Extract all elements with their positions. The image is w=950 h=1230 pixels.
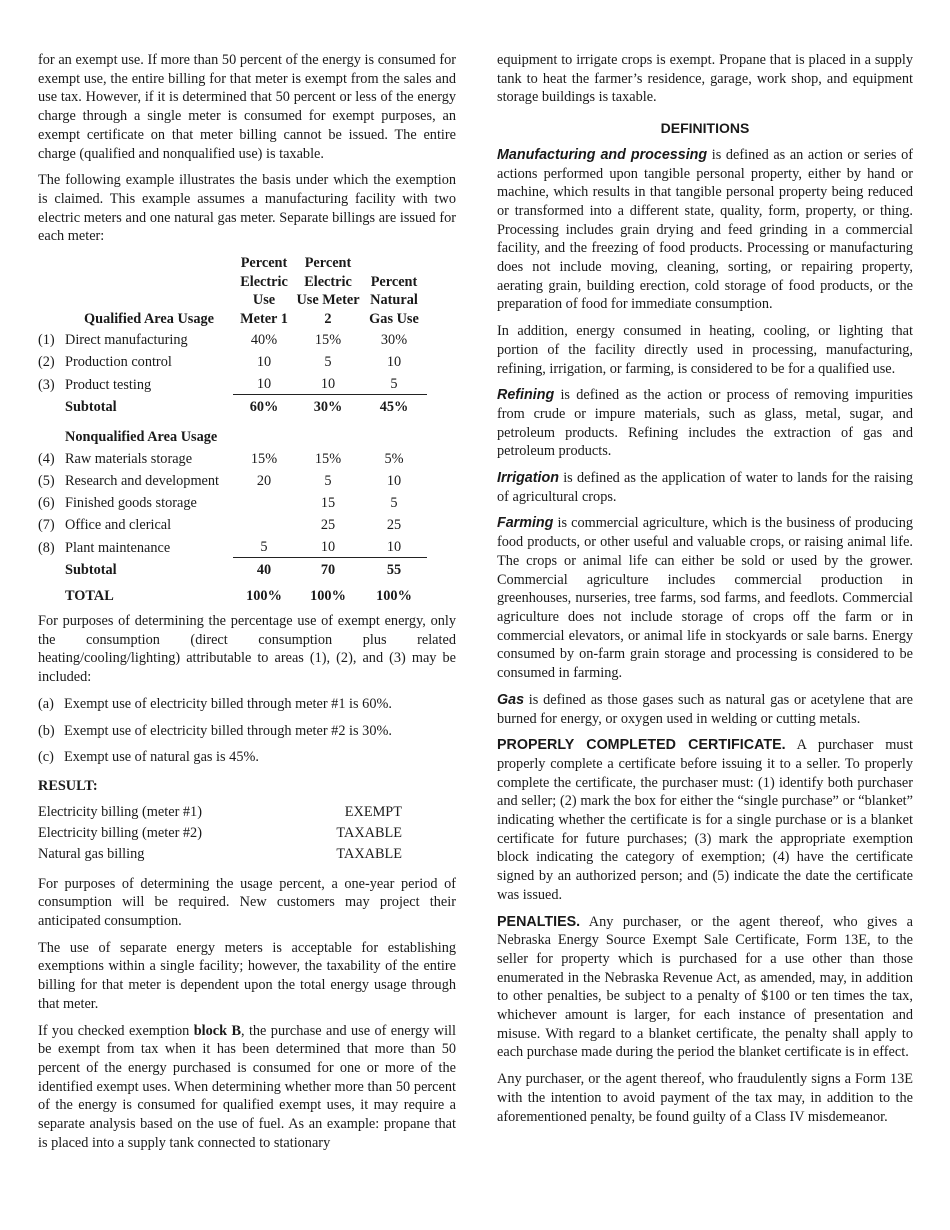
header-gas: Percent Natural Gas Use [369,273,419,327]
header-meter-1: Percent Electric Use Meter 1 [240,255,288,327]
list-item: (b) Exempt use of electricity billed through meter #2 is 30%. [38,722,392,739]
paragraph-misdemeanor: Any purchaser, or the agent thereof, who fraudulently signs a Form 13E with the intention to avoid payment of the tax may, in addition to the aforementioned penalty, be found guilty of a Class IV misdemeanor. [497,1071,913,1125]
table-row: (6) Finished goods storage 15 5 [38,495,398,512]
list-item: (a) Exempt use of electricity billed through meter #1 is 60%. [38,695,392,712]
table-row: Electricity billing (meter #2) TAXABLE [38,824,402,841]
definition-gas: Gas is defined as those gases such as natural gas or acetylene that are burned for energy, or oxygen used in welding or cutting metals. [497,691,913,727]
paragraph-separate-meters: The use of separate energy meters is acceptable for establishing exemptions within a single facility; however, the taxability of the entire billing for that meter is dependent upon the total energy usage through that meter. [38,939,456,1012]
definition-refining: Refining is defined as the action or process of removing impurities from crude or impure materials, such as glass, metal, sugar, and petroleum products. Refining includes the extraction of gas and petroleum products. [497,387,913,460]
left-column [38,51,456,1161]
subtotal-row: Subtotal 40 70 55 [65,562,402,579]
definition-manufacturing: Manufacturing and processing is defined as an action or series of actions performed upon tangible personal property, either by hand or machine, which results in that tangible personal property being reduced or transformed into a different state, quality, form, property, or thing. Processing includes grain drying and feed grinding in a commercial facility, and the freezing of food products. Processing or manufacturing does not include moving, cleaning, sorting, or repairing property, aerating grain, building erection, cold storage of food products, or the preparation of food for immediate consumption. [497,146,913,313]
table-row: (8) Plant maintenance 5 10 10 [38,535,427,558]
list-item: (c) Exempt use of natural gas is 45%. [38,749,259,766]
paragraph-propane: equipment to irrigate crops is exempt. Propane that is placed in a supply tank to heat the farmer’s residence, garage, work shop, and equipment storage buildings is taxable. [497,52,913,106]
table-row: (7) Office and clerical 25 25 [38,517,402,534]
usage-table [38,254,427,606]
table-row: (4) Raw materials storage 15% 15% 5% [38,451,404,468]
section-certificate: PROPERLY COMPLETED CERTIFICATE. A purchaser must properly complete a certificate before issuing it to a seller. To properly complete the certificate, the purchaser must: (1) identify both purchaser and seller; (2) mark the box for either the “single purchase” or “blanket” indicating whether the certificate is for a single purchase or is a blanket certificate for future purchases; (3) mark the appropriate exemption block indicating the category of exemption; (4) have the certificate signed by an authorized person; and (5) indicate the date the certificate was issued. [497,737,914,903]
paragraph-example-intro: The following example illustrates the basis under which the exemption is claimed. This example assumes a manufacturing facility with two electric meters and one natural gas meter. Separate billings are issued for each meter: [38,172,456,245]
paragraph-block-b: If you checked exemption block B, the purchase and use of energy will be exempt from tax when it has been determined that more than 50 percent of the energy purchased is consumed for one or more of the identified exempt uses. When determining whether more than 50 percent of the energy is consumed for qualified exempt uses, it may require a separate analysis based on the use of fuel. As an example: propane that is placed into a supply tank connected to stationary [38,1022,457,1151]
paragraph-exempt-use: for an exempt use. If more than 50 percent of the energy is consumed for exempt use, the entire billing for that meter is exempt from the sales and use tax. However, if it is determined that 50 percent or less of the energy charge through a single meter is consumed for exempt purposes, an exempt certificate on that meter billing cannot be issued. The entire charge (qualified and nonqualified use) is taxable. [38,52,456,162]
definitions-heading: DEFINITIONS [660,120,750,137]
paragraph-percentage-purpose: For purposes of determining the percentage use of exempt energy, only the consumption (direct consumption plus related heating/cooling/lighting) attributable to areas (1), (2), and (3) may be included: [38,613,456,686]
result-table [38,802,402,865]
exempt-use-list [38,695,456,767]
right-column [497,51,913,1134]
table-row: (3) Product testing 10 10 5 [38,372,427,395]
table-row: Natural gas billing TAXABLE [38,845,402,862]
result-heading: RESULT: [38,777,98,794]
paragraph-usage-period: For purposes of determining the usage percent, a one-year period of consumption will be required. New customers may project their anticipated consumption. [38,875,456,930]
header-qualified-area: Qualified Area Usage [84,310,214,327]
paragraph-qualified-use: In addition, energy consumed in heating, cooling, or lighting that portion of the facility directly used in processing, manufacturing, refining, irrigation, or farming, is considered to be for a qualified use. [497,323,913,377]
nonqualified-header-row: Nonqualified Area Usage [65,429,218,446]
table-row: (1) Direct manufacturing 40% 15% 30% [38,332,408,349]
section-penalties: PENALTIES. Any purchaser, or the agent thereof, who gives a Nebraska Energy Source Exempt Sale Certificate, Form 13E, to the seller for property which is purchased for a use other than those enumerated in the Nebraska Revenue Act, as amended, may, in addition to other penalties, be subject to a penalty of $100 or ten times the tax, whichever amount is larger, for each instance of presentation and misuse. With regard to a blanket certificate, the penalty shall apply to each purchase made during the period the blanket certificate is in effect. [497,913,913,1061]
definition-farming: Farming is commercial agriculture, which is the business of producing food products, or other useful and valuable crops, or raising animal life. The crops or animal life can either be sold or used by the grower. Commercial agriculture includes commercial production in greenhouses, nurseries, tree farms, sod farms, and feedlots. Commercial agriculture does not include storage of crops off the farm or in commercial elevators, or animal life in stockyards or sale barns. Energy consumed by on-farm grain storage and processing is considered to be consumed in farming. [497,515,913,682]
header-meter-2: Percent Electric Use Meter 2 [296,255,360,327]
subtotal-row: Subtotal 60% 30% 45% [65,399,409,416]
usage-table-header [38,254,427,328]
table-row: (2) Production control 10 5 10 [38,354,402,371]
total-row: TOTAL 100% 100% 100% [65,588,412,605]
definition-irrigation: Irrigation is defined as the application of water to lands for the raising of agricultural crops. [497,470,913,505]
table-row: Electricity billing (meter #1) EXEMPT [38,803,402,820]
table-row: (5) Research and development 20 5 10 [38,473,402,490]
